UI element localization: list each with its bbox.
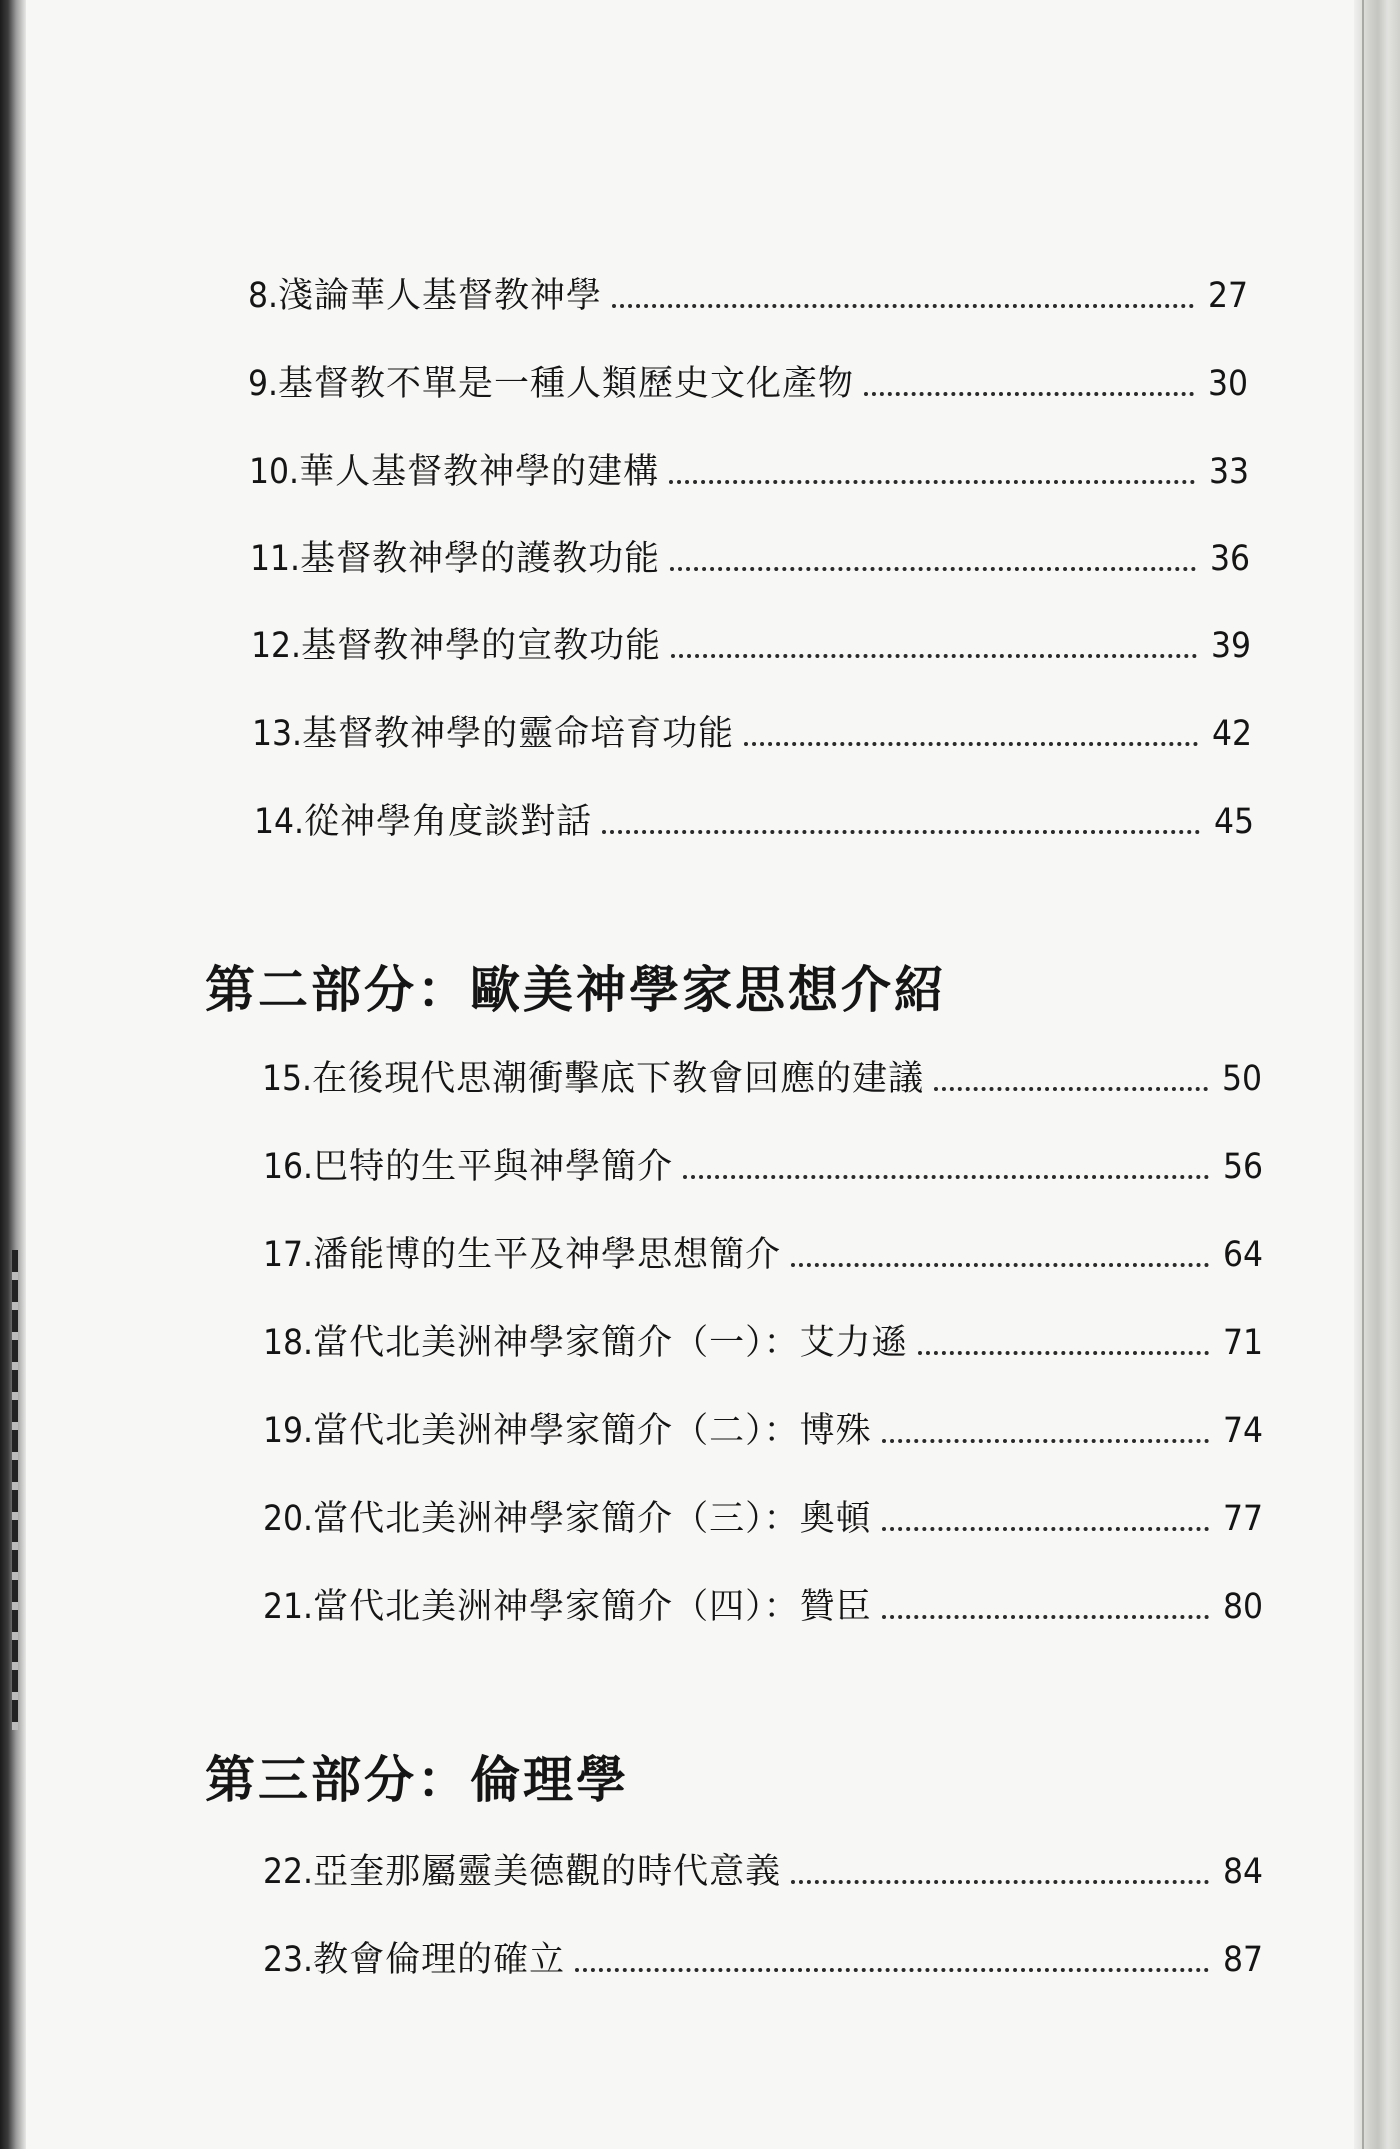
dot-leader — [670, 567, 1196, 571]
entry-number: 8. — [248, 276, 279, 316]
toc-entry[interactable] — [263, 1309, 1263, 1365]
dot-leader — [882, 1615, 1209, 1619]
section-heading-part3: 第三部分：倫理學 — [205, 1750, 629, 1809]
toc-entry[interactable] — [254, 788, 1254, 844]
entry-page-number: 33 — [1208, 452, 1249, 492]
entry-page-number: 45 — [1213, 802, 1254, 842]
entry-number: 16. — [263, 1147, 314, 1187]
dot-leader — [602, 830, 1200, 834]
toc-entry[interactable] — [263, 1838, 1263, 1894]
entry-page-number: 36 — [1209, 539, 1250, 579]
toc-entry[interactable] — [250, 525, 1250, 581]
dot-leader — [683, 1175, 1209, 1179]
dot-leader — [864, 392, 1194, 396]
toc-entry[interactable] — [251, 612, 1251, 668]
entry-number: 15. — [262, 1059, 313, 1099]
entry-number: 20. — [263, 1499, 314, 1539]
toc-entry[interactable] — [249, 438, 1249, 494]
entry-page-number: 42 — [1211, 714, 1252, 754]
entry-page-number: 77 — [1222, 1499, 1263, 1539]
entry-number: 13. — [252, 714, 303, 754]
entry-title: 基督教神學的宣教功能 — [301, 626, 662, 666]
toc-entry[interactable] — [248, 262, 1248, 318]
entry-number: 21. — [263, 1587, 314, 1627]
entry-number: 19. — [263, 1411, 314, 1451]
entry-page-number: 74 — [1222, 1411, 1263, 1451]
entry-title: 當代北美洲神學家簡介（四）：贊臣 — [313, 1587, 872, 1627]
entry-title: 當代北美洲神學家簡介（二）：博殊 — [313, 1411, 872, 1451]
entry-page-number: 56 — [1222, 1147, 1263, 1187]
entry-title: 當代北美洲神學家簡介（一）：艾力遜 — [313, 1323, 908, 1363]
dot-leader — [882, 1527, 1209, 1531]
entry-title: 基督教不單是一種人類歷史文化產物 — [278, 364, 855, 404]
dot-leader — [882, 1439, 1209, 1443]
entry-title: 教會倫理的確立 — [313, 1940, 566, 1980]
dot-leader — [934, 1087, 1208, 1091]
entry-title: 淺論華人基督教神學 — [278, 276, 603, 316]
section-heading-part2: 第二部分：歐美神學家思想介紹 — [205, 960, 947, 1019]
entry-number: 18. — [263, 1323, 314, 1363]
entry-page-number: 84 — [1222, 1852, 1263, 1892]
dot-leader — [744, 742, 1198, 746]
entry-title: 當代北美洲神學家簡介（三）：奧頓 — [313, 1499, 872, 1539]
entry-title: 從神學角度談對話 — [304, 802, 593, 842]
entry-page-number: 50 — [1221, 1059, 1262, 1099]
toc-entry[interactable] — [263, 1485, 1263, 1541]
entry-page-number: 64 — [1222, 1235, 1263, 1275]
toc-entry[interactable] — [263, 1926, 1263, 1982]
entry-number: 22. — [263, 1852, 314, 1892]
entry-number: 10. — [249, 452, 300, 492]
dot-leader — [575, 1968, 1209, 1972]
entry-page-number: 87 — [1222, 1940, 1263, 1980]
entry-page-number: 80 — [1222, 1587, 1263, 1627]
toc-entry[interactable] — [263, 1133, 1263, 1189]
entry-number: 12. — [251, 626, 302, 666]
toc-entry[interactable] — [263, 1397, 1263, 1453]
entry-title: 潘能博的生平及神學思想簡介 — [313, 1235, 782, 1275]
entry-page-number: 27 — [1207, 276, 1248, 316]
dot-leader — [791, 1263, 1209, 1267]
toc-entry[interactable] — [262, 1045, 1262, 1101]
entry-page-number: 30 — [1207, 364, 1248, 404]
toc-entry[interactable] — [252, 700, 1252, 756]
entry-number: 11. — [250, 539, 301, 579]
entry-title: 在後現代思潮衝擊底下教會回應的建議 — [312, 1059, 925, 1099]
toc-entry[interactable] — [263, 1573, 1263, 1629]
entry-title: 亞奎那屬靈美德觀的時代意義 — [313, 1852, 782, 1892]
entry-number: 14. — [254, 802, 305, 842]
entry-title: 華人基督教神學的建構 — [299, 452, 660, 492]
entry-number: 17. — [263, 1235, 314, 1275]
entry-page-number: 39 — [1210, 626, 1251, 666]
dot-leader — [612, 304, 1194, 308]
toc-entry[interactable] — [248, 350, 1248, 406]
entry-page-number: 71 — [1222, 1323, 1263, 1363]
dot-leader — [669, 480, 1195, 484]
dot-leader — [918, 1351, 1209, 1355]
entry-title: 基督教神學的靈命培育功能 — [302, 714, 735, 754]
entry-title: 巴特的生平與神學簡介 — [313, 1147, 674, 1187]
dot-leader — [671, 654, 1197, 658]
toc-entry[interactable] — [263, 1221, 1263, 1277]
entry-number: 23. — [263, 1940, 314, 1980]
dot-leader — [791, 1880, 1209, 1884]
entry-title: 基督教神學的護教功能 — [300, 539, 661, 579]
entry-number: 9. — [248, 364, 279, 404]
